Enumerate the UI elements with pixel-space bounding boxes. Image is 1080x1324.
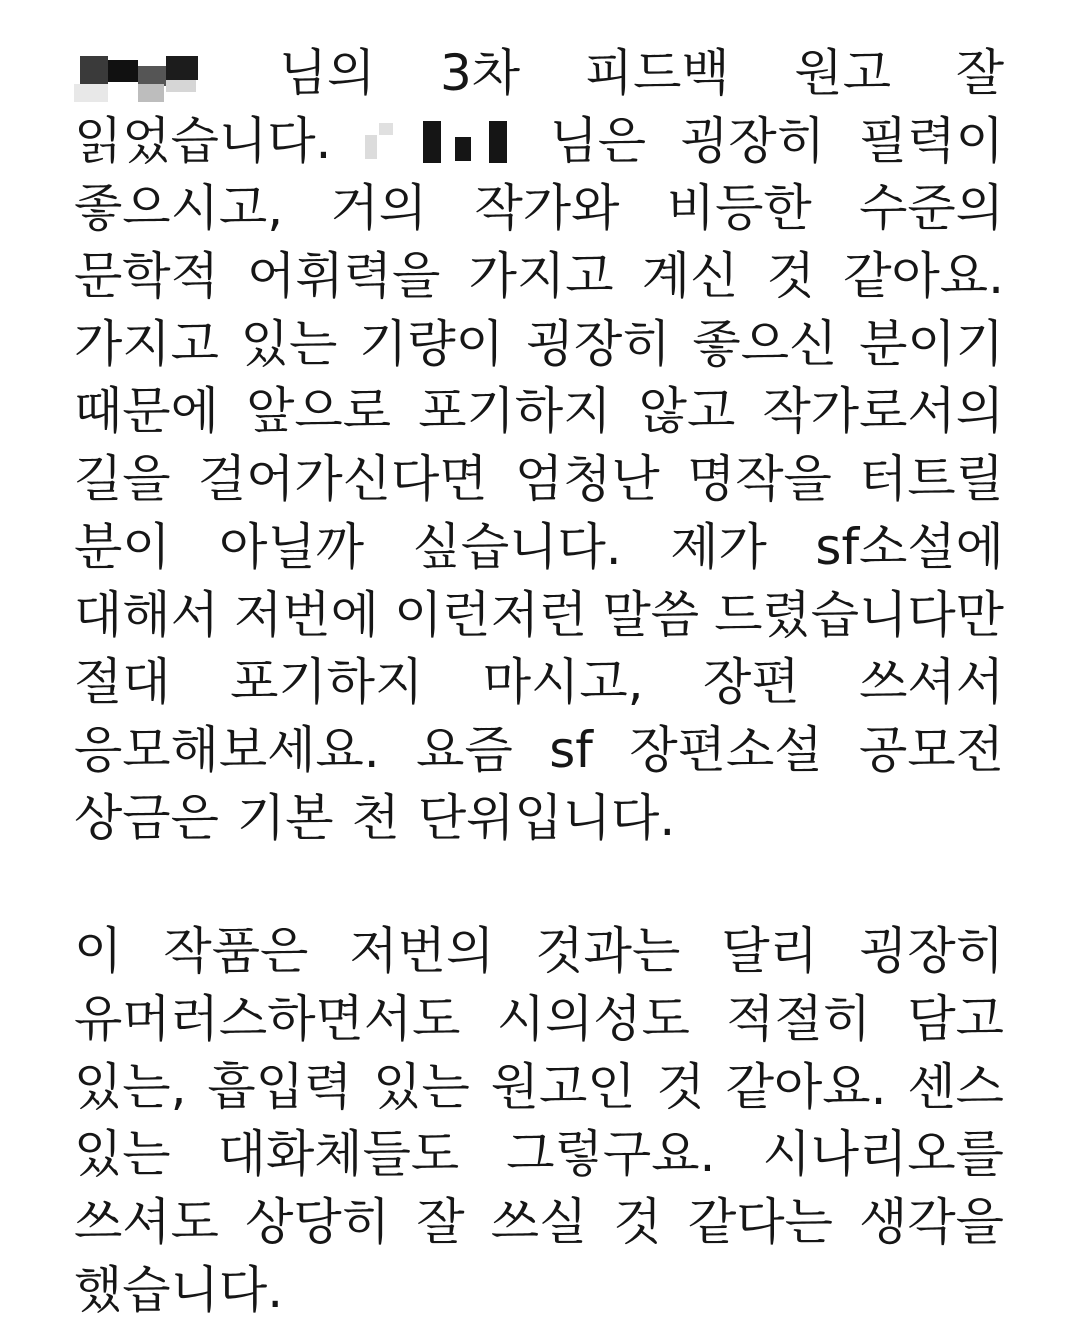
text-word: 했습니다. <box>74 1260 284 1319</box>
text-word: 센스 <box>907 1057 1004 1116</box>
text-line <box>74 1189 1004 1257</box>
text-word: 비등한 <box>666 179 812 238</box>
text-line <box>74 582 1004 650</box>
text-word: 분이기 <box>859 314 1004 373</box>
text-line <box>74 918 1004 986</box>
text-line <box>74 1257 1004 1324</box>
text-word: 기량이 <box>359 314 504 373</box>
text-word: 생각을 <box>859 1193 1004 1251</box>
text-word: 장편소설 <box>629 720 823 779</box>
text-word: 같아요. <box>725 1057 887 1116</box>
text-word: 원고인 <box>490 1057 636 1116</box>
text-word: 공모전 <box>859 720 1004 779</box>
text-word: 같다는 <box>687 1193 833 1251</box>
text-word: 저번의 <box>349 922 495 981</box>
text-line <box>74 986 1004 1054</box>
text-word: 앞으로 <box>246 382 392 441</box>
text-word: 길을 <box>74 450 171 509</box>
text-word: 있는 <box>240 314 338 373</box>
text-word: 시의성도 <box>496 989 690 1048</box>
text-word: 이 <box>74 922 123 981</box>
text-line <box>74 311 1004 379</box>
text-word: 시나리오를 <box>762 1125 1004 1184</box>
text-word: 대화체들도 <box>217 1125 460 1184</box>
text-word: 엄청난 <box>514 450 660 509</box>
text-word: 쓰셔서 <box>859 653 1004 712</box>
text-word: 응모해보세요. <box>74 720 380 779</box>
text-word: 잘 <box>416 1193 465 1251</box>
text-word: 가지고 <box>468 247 614 306</box>
text-line <box>74 785 1004 853</box>
text-word: 같아요. <box>843 247 1004 306</box>
text-word: 기본 <box>236 788 334 847</box>
text-word: 상당히 <box>245 1193 390 1251</box>
text-word: 요즘 <box>416 720 513 779</box>
text-word: 피드백 <box>584 44 730 102</box>
text-line <box>74 108 1004 176</box>
text-word: 있는 <box>74 1125 171 1184</box>
text-word: 분이 <box>74 517 171 576</box>
text-word: 계신 <box>641 247 739 306</box>
text-word: 천 <box>351 788 400 847</box>
document-body <box>74 40 1004 1324</box>
text-word: 있는 <box>373 1057 470 1116</box>
text-word: 않고 <box>638 382 736 441</box>
text-word: 포기하지 <box>230 653 424 712</box>
text-line <box>74 649 1004 717</box>
text-word: 잘 <box>955 44 1004 102</box>
text-word: 장편 <box>703 653 800 712</box>
text-word: 굉장히 <box>859 922 1004 981</box>
text-word: 쓰셔도 <box>74 1193 219 1251</box>
text-line <box>74 378 1004 446</box>
text-word: 문학적 <box>74 247 219 306</box>
text-word: 좋으시고, <box>74 179 284 238</box>
text-word: 아닐까 <box>219 517 365 576</box>
paragraph-1 <box>74 40 1004 852</box>
text-word: 작가로서의 <box>762 382 1004 441</box>
text-word: 달리 <box>721 922 818 981</box>
text-word: 절대 <box>74 653 171 712</box>
text-word: 단위입니다. <box>417 788 676 847</box>
text-word: 터트릴 <box>859 450 1004 509</box>
text-word: 이런저런 <box>394 585 588 644</box>
text-word: 가지고 <box>74 314 219 373</box>
text-word: 걸어가신다면 <box>197 450 488 509</box>
paragraph-gap <box>74 852 1004 918</box>
text-word: 굉장히 <box>525 314 671 373</box>
text-word: 그렇구요. <box>506 1125 716 1184</box>
text-word: 유머러스하면서도 <box>74 989 461 1048</box>
text-word: 굉장히 <box>680 111 826 170</box>
text-line <box>74 514 1004 582</box>
text-word: 것과는 <box>535 922 681 981</box>
paragraph-2 <box>74 918 1004 1324</box>
text-word: 대해서 <box>74 585 219 644</box>
text-word: 필력이 <box>859 111 1004 170</box>
text-word: 좋으신 <box>692 314 838 373</box>
text-word: 마시고, <box>482 653 644 712</box>
text-word: 님은 <box>549 111 647 170</box>
text-line <box>74 717 1004 785</box>
text-line <box>74 175 1004 243</box>
text-word: 저번에 <box>234 585 379 644</box>
text-line <box>74 243 1004 311</box>
text-word: 3차 <box>439 44 521 102</box>
text-word: 어휘력을 <box>247 247 441 306</box>
text-word: 있는, <box>74 1057 187 1116</box>
text-word: sf <box>549 720 593 779</box>
text-word: sf소설에 <box>815 517 1004 576</box>
text-word: 것 <box>766 247 815 306</box>
text-word: 말씀 <box>602 585 700 644</box>
text-word: 것 <box>656 1057 705 1116</box>
text-word: 명작을 <box>686 450 832 509</box>
text-line <box>74 446 1004 514</box>
redacted-name-1 <box>74 44 214 104</box>
text-word: 것 <box>613 1193 662 1251</box>
text-word: 작가와 <box>474 179 620 238</box>
text-word: 작품은 <box>163 922 309 981</box>
text-word: 수준의 <box>859 179 1004 238</box>
text-word: 담고 <box>907 989 1004 1048</box>
text-word: 님의 <box>278 44 376 102</box>
text-word: 읽었습니다. <box>74 111 332 170</box>
text-word: 때문에 <box>74 382 219 441</box>
text-word: 싶습니다. <box>412 517 622 576</box>
text-word: 흡입력 <box>207 1057 353 1116</box>
text-word: 거의 <box>330 179 428 238</box>
text-line <box>74 1121 1004 1189</box>
text-word: 쓰실 <box>490 1193 588 1251</box>
text-word: 포기하지 <box>418 382 612 441</box>
text-line <box>74 1054 1004 1122</box>
text-word: 제가 <box>670 517 767 576</box>
text-line <box>74 40 1004 108</box>
redacted-name-2 <box>365 117 515 167</box>
text-word: 드렸습니다만 <box>714 585 1004 644</box>
text-word: 상금은 <box>74 788 219 847</box>
text-word: 적절히 <box>726 989 872 1048</box>
text-word: 원고 <box>794 44 891 102</box>
